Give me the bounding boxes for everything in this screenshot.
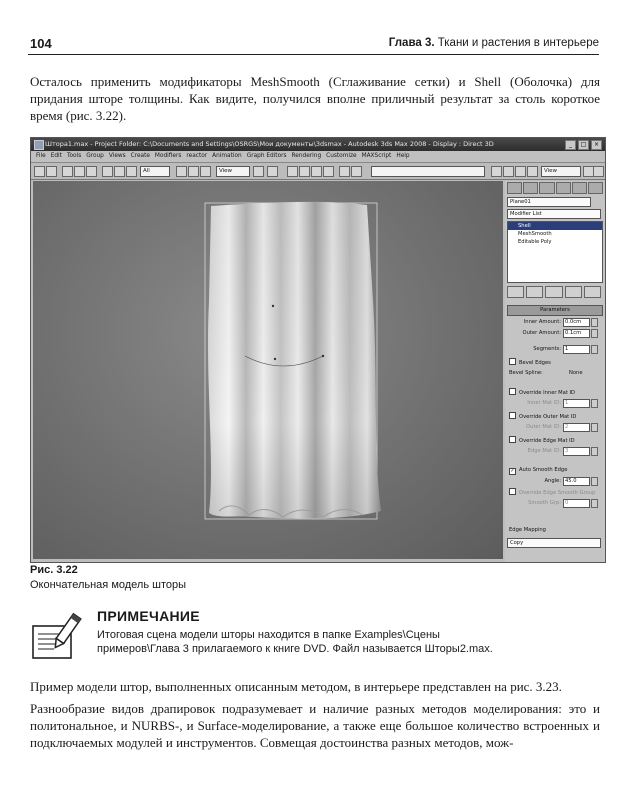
app-title: Штора1.max - Project Folder: C:\Documents and Settings\OSRGS\Мои документы\3dsmax - Autodesk 3ds Max 2008 - Display : Direct 3D: [45, 140, 494, 148]
stack-item-meshsmooth[interactable]: MeshSmooth: [518, 231, 552, 237]
smooth-grp-label: Smooth Grp:: [528, 500, 561, 506]
modifier-stack: [507, 221, 603, 283]
override-inner-label: Override Inner Mat ID: [519, 390, 576, 396]
inner-mat-row: [509, 399, 601, 408]
menu-item-rendering[interactable]: Rendering: [291, 153, 322, 159]
menu-item-graph-editors[interactable]: Graph Editors: [246, 153, 287, 159]
menu-item-animation[interactable]: Animation: [212, 153, 242, 159]
curve-editor-icon[interactable]: [491, 166, 502, 177]
segments-field[interactable]: 1: [563, 345, 590, 354]
bevel-spline-label: Bevel Spline:: [509, 370, 543, 376]
reference-coord-select[interactable]: View: [216, 166, 250, 177]
edge-mat-field[interactable]: 3: [563, 447, 590, 456]
axis-z-icon[interactable]: [311, 166, 322, 177]
object-name-field[interactable]: Plane01: [507, 197, 591, 207]
manipulate-icon[interactable]: [267, 166, 278, 177]
app-icon: [34, 140, 44, 150]
outer-mat-row: [509, 423, 601, 432]
menu-item-modifiers[interactable]: Modifiers: [154, 153, 182, 159]
app-titlebar: [31, 138, 605, 151]
outer-mat-field[interactable]: 2: [563, 423, 590, 432]
stack-buttons: [507, 286, 601, 298]
edge-mat-row: [509, 447, 601, 456]
menu-item-reactor[interactable]: reactor: [186, 153, 208, 159]
menu-item-group[interactable]: Group: [86, 153, 104, 159]
smooth-grp-spinner[interactable]: [591, 499, 598, 508]
override-edge-checkbox[interactable]: [509, 436, 601, 445]
scale-icon[interactable]: [200, 166, 211, 177]
outer-amount-label: Outer Amount:: [522, 330, 561, 336]
segments-spinner[interactable]: [591, 345, 598, 354]
override-outer-checkbox[interactable]: [509, 412, 601, 421]
move-icon[interactable]: [176, 166, 187, 177]
named-selection-select[interactable]: [371, 166, 485, 177]
bevel-spline-row: [509, 369, 601, 378]
modifier-list-select[interactable]: Modifier List: [507, 209, 601, 219]
edge-mat-spinner[interactable]: [591, 447, 598, 456]
tab-modify[interactable]: [523, 182, 538, 194]
stack-item-shell[interactable]: Shell: [508, 222, 602, 230]
page-number: 104: [30, 36, 52, 51]
tab-motion[interactable]: [556, 182, 571, 194]
bevel-edges-label: Bevel Edges: [519, 360, 551, 366]
unlink-icon[interactable]: [74, 166, 85, 177]
inner-amount-label: Inner Amount:: [523, 319, 561, 325]
inner-amount-field[interactable]: 0.0cm: [563, 318, 590, 327]
pivot-icon[interactable]: [253, 166, 264, 177]
chapter-title: Ткани и растения в интерьере: [437, 37, 599, 49]
menu-item-maxscript[interactable]: MAXScript: [361, 153, 392, 159]
inner-amount-spinner[interactable]: [591, 318, 598, 327]
link-icon[interactable]: [62, 166, 73, 177]
smooth-grp-row: [509, 499, 601, 508]
figure-caption: Окончательная модель шторы: [30, 579, 187, 591]
show-end-result-icon[interactable]: [526, 286, 543, 298]
menu-item-edit[interactable]: Edit: [50, 153, 62, 159]
outer-mat-label: Outer Mat ID:: [526, 424, 561, 430]
remove-modifier-icon[interactable]: [565, 286, 582, 298]
close-icon[interactable]: ×: [591, 140, 602, 150]
body-paragraph-intro: Осталось применить модификаторы MeshSmooth (Сглаживание сетки) и Shell (Оболочка) для придания шторе толщины. Как видите, получился вполне приличный результат за столь короткое время (рис. 3.22).: [30, 74, 600, 123]
auto-smooth-checkbox[interactable]: ✓ Auto Smooth Edge: [510, 467, 568, 474]
align-icon[interactable]: [351, 166, 362, 177]
menu-item-tools[interactable]: Tools: [66, 153, 82, 159]
inner-mat-label: Inner Mat ID:: [527, 400, 561, 406]
command-panel: [505, 181, 605, 562]
axis-xy-icon[interactable]: [323, 166, 334, 177]
axis-x-icon[interactable]: [287, 166, 298, 177]
configure-sets-icon[interactable]: [584, 286, 601, 298]
menu-item-help[interactable]: Help: [396, 153, 410, 159]
note-text: [97, 628, 577, 656]
render-setup-icon[interactable]: [527, 166, 538, 177]
segments-label: Segments:: [533, 346, 561, 352]
outer-amount-spinner[interactable]: [591, 329, 598, 338]
override-edge-smooth-checkbox[interactable]: [509, 488, 601, 497]
override-outer-label: Override Outer Mat ID: [519, 414, 577, 420]
menu-item-views[interactable]: Views: [108, 153, 126, 159]
tab-utilities[interactable]: [588, 182, 603, 194]
body-paragraph-methods: Разнообразие видов драпировок подразумевает и наличие разных методов моделирования: это и политональное, и NURBS-, и Surface-моделирование, а также еще большое количество встроенных и подключаемых модулей и инструментов. Совмещая достоинства разных методов, мож-: [30, 701, 600, 750]
segments-row: [509, 345, 601, 354]
inner-amount-row: [509, 318, 601, 327]
select-by-name-icon[interactable]: [114, 166, 125, 177]
perspective-viewport[interactable]: [33, 181, 503, 559]
minimize-icon[interactable]: _: [565, 140, 576, 150]
stack-item-editable-poly[interactable]: Editable Poly: [518, 239, 552, 245]
tab-hierarchy[interactable]: [539, 182, 554, 194]
redo-icon[interactable]: [46, 166, 57, 177]
menu-item-customize[interactable]: Customize: [326, 153, 357, 159]
chapter-label: Глава 3.: [388, 37, 435, 49]
parameters-rollout-header[interactable]: Parameters: [507, 305, 603, 316]
header-rule: [28, 54, 599, 55]
inner-mat-spinner[interactable]: [591, 399, 598, 408]
window-controls: [565, 140, 602, 150]
outer-amount-row: [509, 329, 601, 338]
quick-render-icon[interactable]: [593, 166, 604, 177]
mirror-icon[interactable]: [339, 166, 350, 177]
select-icon[interactable]: [102, 166, 113, 177]
pin-stack-icon[interactable]: [507, 286, 524, 298]
selection-filter-select[interactable]: All: [140, 166, 170, 177]
edge-mat-label: Edge Mat ID:: [527, 448, 561, 454]
tab-display[interactable]: [572, 182, 587, 194]
running-header: [389, 37, 599, 49]
curtain-render: [33, 181, 503, 559]
figure-screenshot: [30, 137, 606, 563]
menu-item-file[interactable]: File: [36, 153, 46, 159]
outer-mat-spinner[interactable]: [591, 423, 598, 432]
edge-mapping-label: Edge Mapping: [509, 527, 546, 533]
inner-mat-field[interactable]: 1: [563, 399, 590, 408]
smooth-grp-field[interactable]: 0: [563, 499, 590, 508]
body-paragraph-example: Пример модели штор, выполненных описанным методом, в интерьере представлен на рис. 3.23.: [30, 679, 562, 694]
outer-amount-field[interactable]: 0.1cm: [563, 329, 590, 338]
figure-number: Рис. 3.22: [30, 564, 78, 576]
bevel-edges-checkbox[interactable]: [509, 358, 601, 367]
override-edge-label: Override Edge Mat ID: [519, 438, 575, 444]
note-title: ПРИМЕЧАНИЕ: [97, 608, 200, 624]
note-line-2: примеров\Глава 3 прилагаемого к книге DVD. Файл называется Шторы2.max.: [97, 643, 493, 655]
command-panel-tabs: [507, 182, 603, 194]
angle-spinner[interactable]: [591, 477, 598, 486]
schematic-icon[interactable]: [503, 166, 514, 177]
note-pencil-icon: [30, 612, 86, 664]
bind-icon[interactable]: [86, 166, 97, 177]
angle-row: [509, 477, 601, 486]
angle-label: Angle:: [544, 478, 561, 484]
material-editor-icon[interactable]: [515, 166, 526, 177]
main-toolbar: [31, 163, 605, 180]
axis-y-icon[interactable]: [299, 166, 310, 177]
undo-icon[interactable]: [34, 166, 45, 177]
region-icon[interactable]: [126, 166, 137, 177]
angle-field[interactable]: 45.0: [563, 477, 590, 486]
override-edge-smooth-label: Override Edge Smooth Group: [519, 490, 596, 496]
override-inner-checkbox[interactable]: [509, 388, 601, 397]
render-view-select[interactable]: View: [541, 166, 581, 177]
rotate-icon[interactable]: [188, 166, 199, 177]
note-line-1: Итоговая сцена модели шторы находится в папке Examples\Сцены: [97, 629, 440, 641]
tab-create[interactable]: [507, 182, 522, 194]
bevel-spline-button[interactable]: None: [569, 370, 583, 376]
auto-smooth-label: Auto Smooth Edge: [519, 467, 568, 473]
menu-item-create[interactable]: Create: [130, 153, 150, 159]
make-unique-icon[interactable]: [545, 286, 562, 298]
menu-bar: [31, 151, 605, 163]
edge-mapping-select[interactable]: Copy: [507, 538, 601, 548]
maximize-icon[interactable]: □: [578, 140, 589, 150]
